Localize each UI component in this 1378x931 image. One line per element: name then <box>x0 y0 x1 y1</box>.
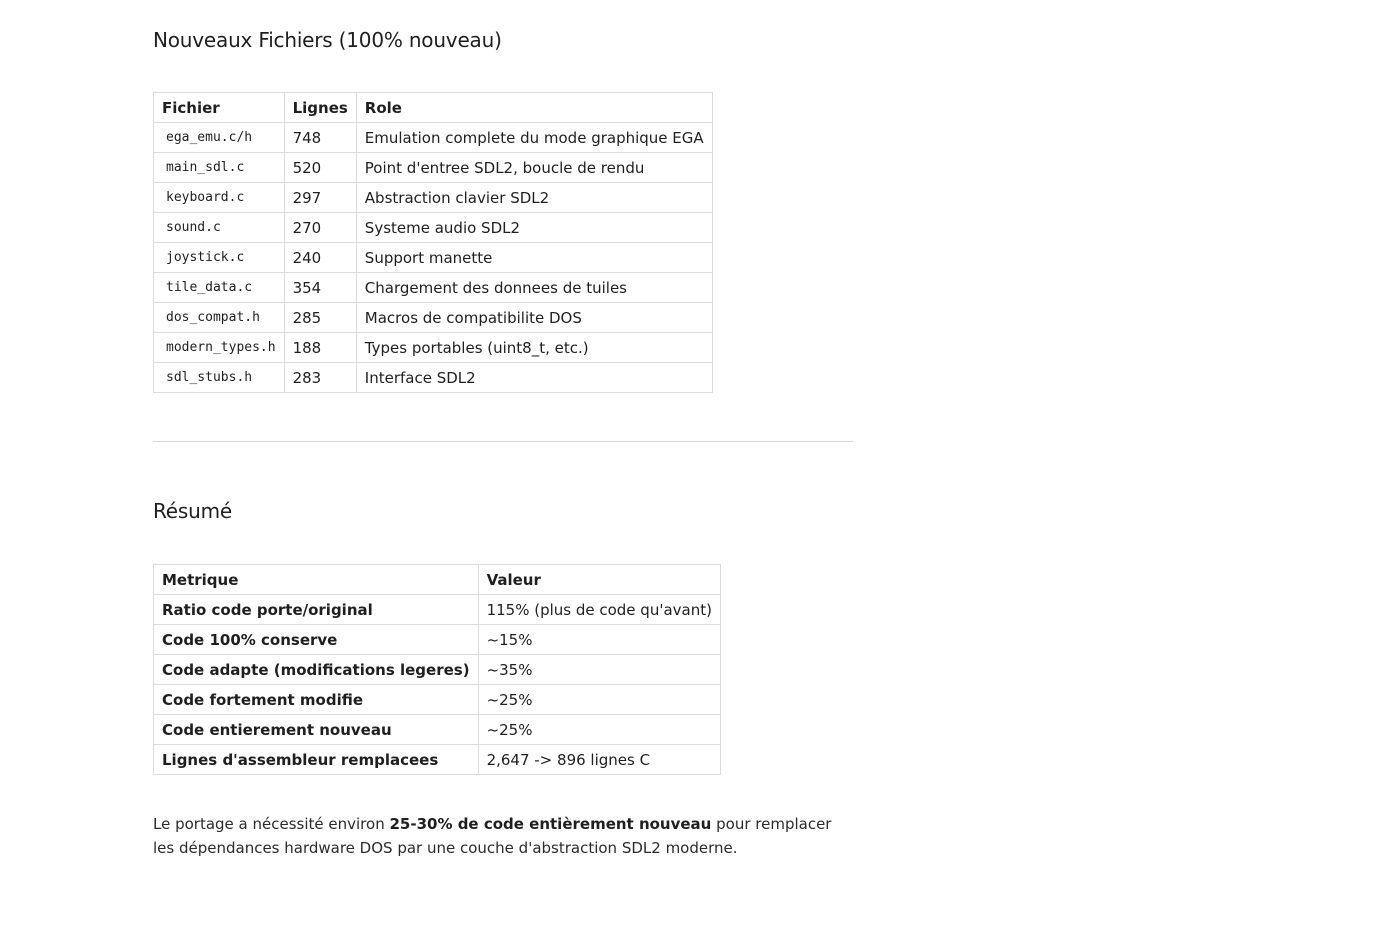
summary-text-bold: 25-30% de code entièrement nouveau <box>389 815 712 833</box>
file-role: Chargement des donnees de tuiles <box>356 273 712 303</box>
file-role: Macros de compatibilite DOS <box>356 303 712 333</box>
line-count: 354 <box>284 273 356 303</box>
line-count: 520 <box>284 153 356 183</box>
file-name: main_sdl.c <box>154 153 285 183</box>
table-row <box>154 715 721 745</box>
table-row <box>154 655 721 685</box>
table-header-row <box>154 565 721 595</box>
table-row <box>154 333 713 363</box>
column-header-role: Role <box>356 93 712 123</box>
table-row <box>154 183 713 213</box>
new-files-table <box>153 92 713 393</box>
table-row <box>154 123 713 153</box>
file-role: Abstraction clavier SDL2 <box>356 183 712 213</box>
line-count: 297 <box>284 183 356 213</box>
file-role: Emulation complete du mode graphique EGA <box>356 123 712 153</box>
table-row <box>154 363 713 393</box>
file-role: Support manette <box>356 243 712 273</box>
metric-value: ~25% <box>478 715 720 745</box>
file-name: sdl_stubs.h <box>154 363 285 393</box>
column-header-lines: Lignes <box>284 93 356 123</box>
line-count: 283 <box>284 363 356 393</box>
summary-table <box>153 564 721 775</box>
file-role: Types portables (uint8_t, etc.) <box>356 333 712 363</box>
column-header-file: Fichier <box>154 93 285 123</box>
section-title-new-files: Nouveaux Fichiers (100% nouveau) <box>153 28 502 52</box>
line-count: 748 <box>284 123 356 153</box>
metric-name: Ratio code porte/original <box>154 595 479 625</box>
summary-text-before: Le portage a nécessité environ <box>153 815 390 833</box>
line-count: 188 <box>284 333 356 363</box>
table-row <box>154 243 713 273</box>
metric-value: ~35% <box>478 655 720 685</box>
file-role: Interface SDL2 <box>356 363 712 393</box>
metric-name: Code adapte (modifications legeres) <box>154 655 479 685</box>
column-header-metric: Metrique <box>154 565 479 595</box>
table-row <box>154 685 721 715</box>
table-row <box>154 745 721 775</box>
file-name: modern_types.h <box>154 333 285 363</box>
metric-name: Code entierement nouveau <box>154 715 479 745</box>
table-row <box>154 153 713 183</box>
metric-name: Code 100% conserve <box>154 625 479 655</box>
file-name: joystick.c <box>154 243 285 273</box>
file-name: tile_data.c <box>154 273 285 303</box>
table-header-row <box>154 93 713 123</box>
summary-text-after: pour remplacer les dépendances hardware DOS par une couche d'abstraction SDL2 moderne. <box>153 815 832 857</box>
metric-name: Lignes d'assembleur remplacees <box>154 745 479 775</box>
metric-value: 2,647 -> 896 lignes C <box>478 745 720 775</box>
file-role: Point d'entree SDL2, boucle de rendu <box>356 153 712 183</box>
line-count: 270 <box>284 213 356 243</box>
metric-value: 115% (plus de code qu'avant) <box>478 595 720 625</box>
file-role: Systeme audio SDL2 <box>356 213 712 243</box>
file-name: ega_emu.c/h <box>154 123 285 153</box>
column-header-value: Valeur <box>478 565 720 595</box>
table-row <box>154 273 713 303</box>
line-count: 240 <box>284 243 356 273</box>
table-row <box>154 595 721 625</box>
table-row <box>154 303 713 333</box>
section-title-summary: Résumé <box>153 499 232 523</box>
line-count: 285 <box>284 303 356 333</box>
file-name: dos_compat.h <box>154 303 285 333</box>
table-row <box>154 625 721 655</box>
summary-paragraph <box>153 812 853 860</box>
metric-value: ~25% <box>478 685 720 715</box>
section-divider <box>153 441 853 442</box>
metric-name: Code fortement modifie <box>154 685 479 715</box>
file-name: sound.c <box>154 213 285 243</box>
file-name: keyboard.c <box>154 183 285 213</box>
table-row <box>154 213 713 243</box>
metric-value: ~15% <box>478 625 720 655</box>
